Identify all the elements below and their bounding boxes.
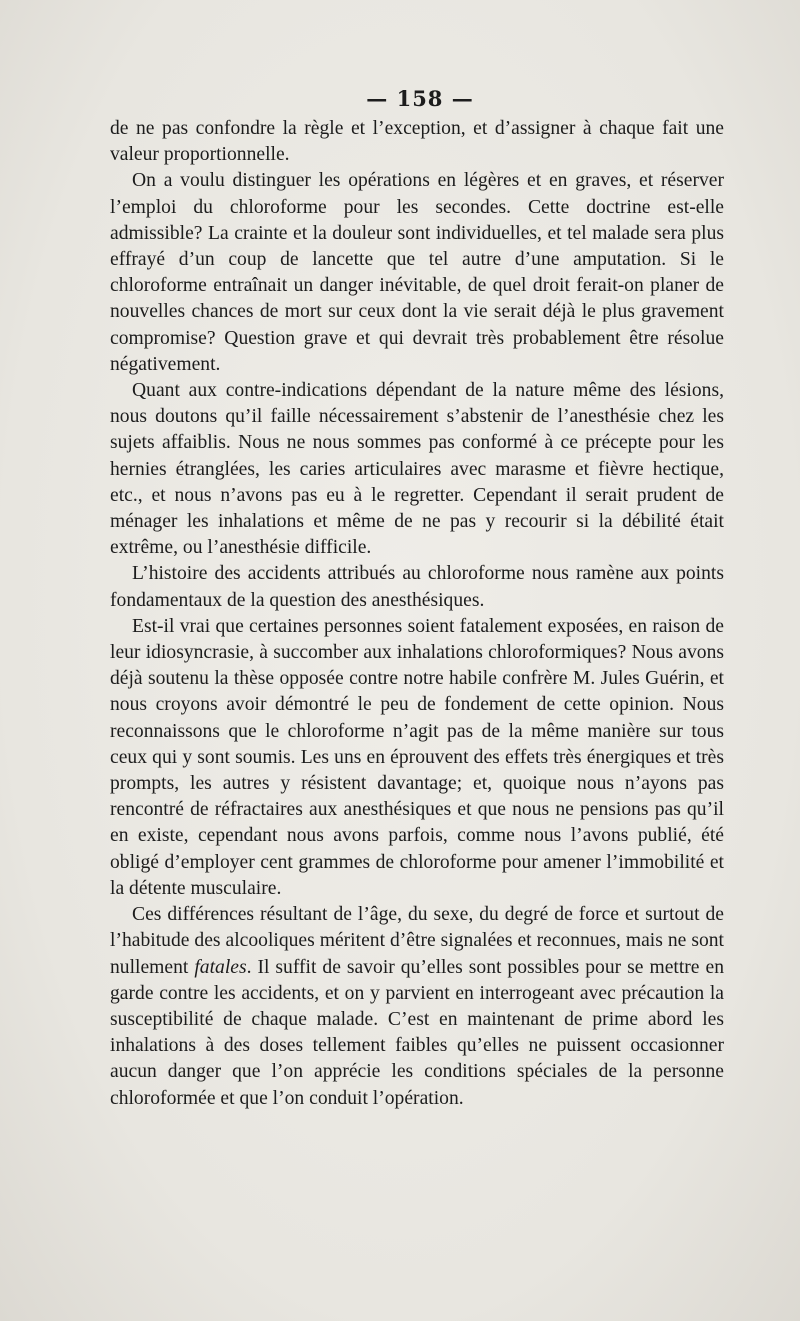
body-text xyxy=(110,116,724,1112)
paragraph-text: Ces différences résultant de l’âge, du sexe, du degré de force et surtout de l’habitude des alcooliques méritent d’être signalées et reconnues, mais ne sont nullement xyxy=(110,904,724,978)
paragraph: de ne pas confondre la règle et l’exception, et d’assigner à chaque fait une valeur proportionnelle. xyxy=(110,118,724,166)
paragraph: Quant aux contre-indications dépendant de la nature même des lésions, nous doutons qu’il faille nécessairement s’abstenir de l’anesthésie chez les sujets affaiblis. Nous ne nous sommes pas conformé à ce précepte pour les hernies étranglées, les caries articulaires avec marasme et fièvre hectique, etc., et nous n’avons pas eu à le regretter. Cependant il serait prudent de ménager les inhalations et même de ne pas y recourir si la débilité était extrême, ou l’anesthésie difficile. xyxy=(110,380,724,559)
paragraph xyxy=(110,902,724,1112)
page-number: — 158 — xyxy=(366,86,474,111)
paragraph: On a voulu distinguer les opérations en légères et en graves, et réserver l’emploi du chloroforme pour les secondes. Cette doctrine est-elle admissible? La crainte et la douleur sont individuelles, et tel malade sera plus effrayé d’un coup de lancette que tel autre d’une amputation. Si le chloroforme entraînait un danger inévitable, de quel droit ferait-on planer de nouvelles chances de mort sur ceux dont la vie serait déjà le plus gravement compromise? Question grave et qui devrait très probablement être résolue négativement. xyxy=(110,170,724,375)
italic-word: fatales xyxy=(194,956,247,978)
paragraph-text: . Il suffit de savoir qu’elles sont possibles pour se mettre en garde contre les accidents, et on y parvient en interrogeant avec précaution la susceptibilité de chaque malade. C’est en maintenant de prime abord les inhalations à des doses tellement faibles qu’elles ne puissent occasionner aucun danger que l’on apprécie les conditions spéciales de la personne chloroformée et que l’on conduit l’opération. xyxy=(110,956,724,1109)
paragraph: Est-il vrai que certaines personnes soient fatalement exposées, en raison de leur idiosyncrasie, à succomber aux inhalations chloroformiques? Nous avons déjà soutenu la thèse opposée contre notre habile confrère M. Jules Guérin, et nous croyons avoir démontré le peu de fondement de cette opinion. Nous reconnaissons que le chloroforme n’agit pas de la même manière sur tous ceux qui y sont soumis. Les uns en éprouvent des effets très énergiques et très prompts, les autres y résistent davantage; et, quoique nous n’ayons pas rencontré de réfractaires aux anesthésiques et que nous ne pensions pas qu’il en existe, cependant nous avons parfois, comme nous l’avons publié, été obligé d’employer cent grammes de chloroforme pour amener l’immobilité et la détente musculaire. xyxy=(110,615,724,899)
paragraph: L’histoire des accidents attribués au chloroforme nous ramène aux points fondamentaux de la question des anesthésiques. xyxy=(110,563,724,611)
